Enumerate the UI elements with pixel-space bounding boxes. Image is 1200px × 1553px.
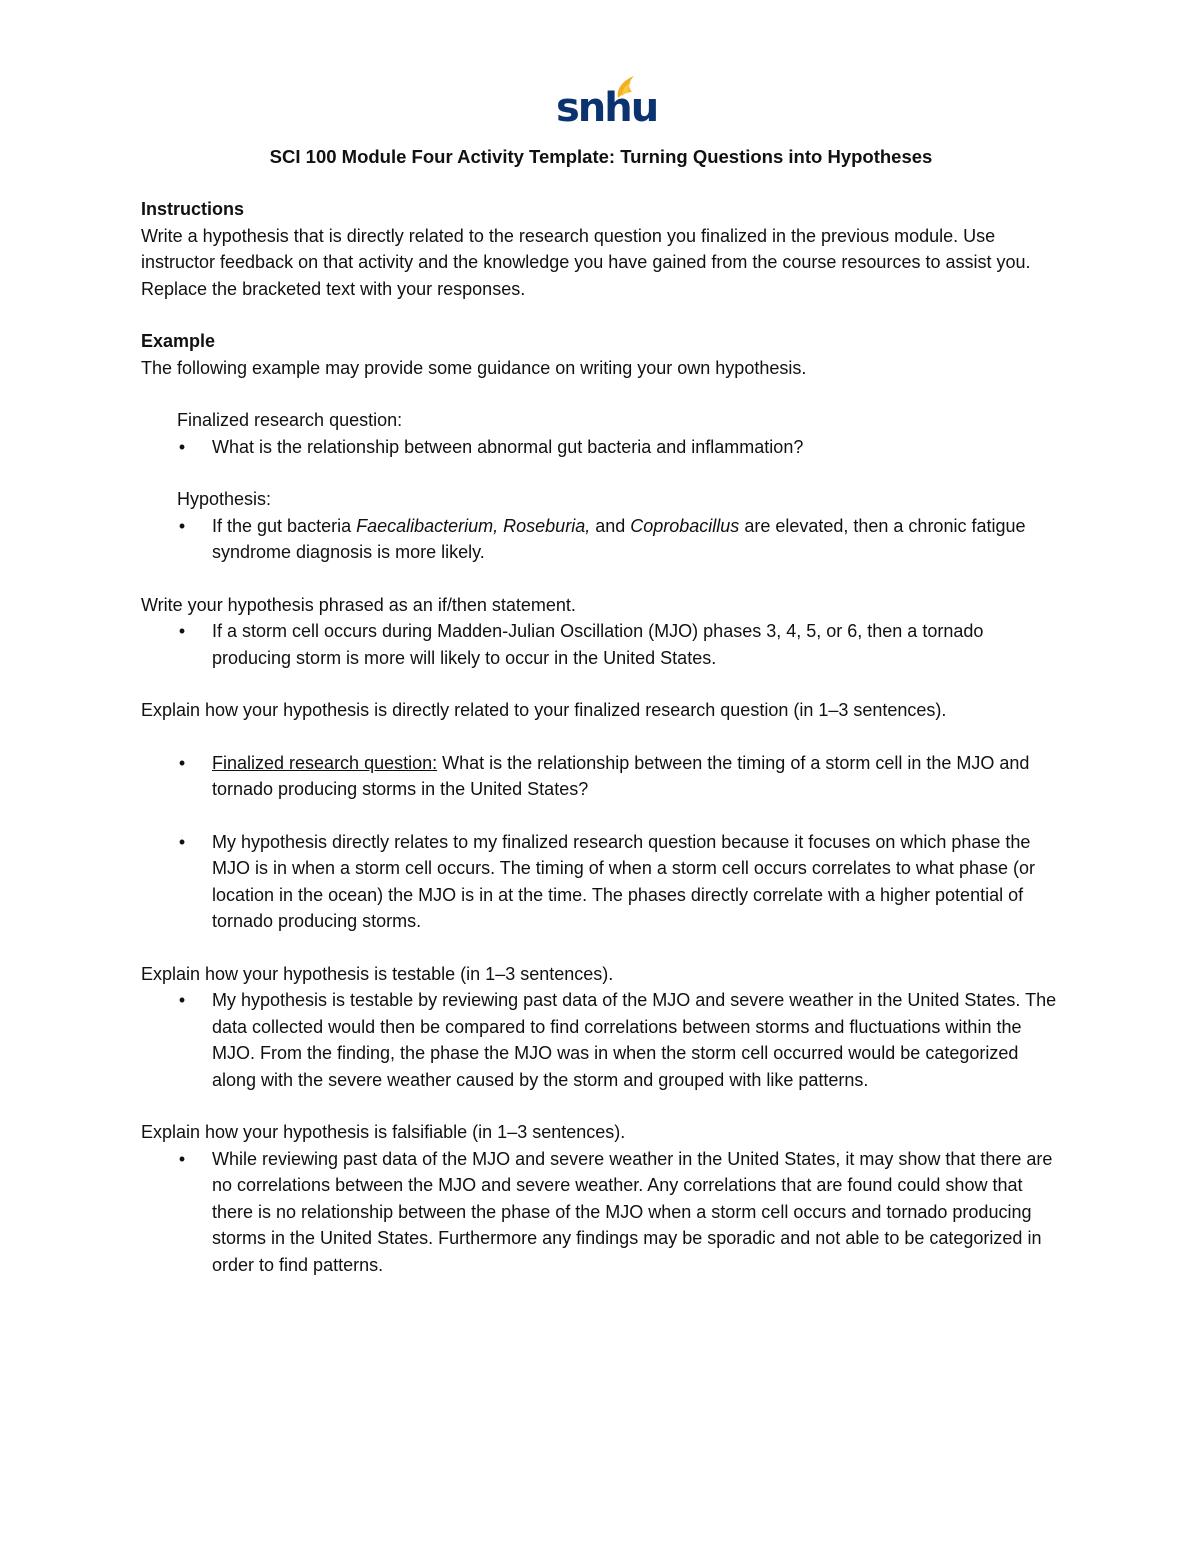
instructions-body: Write a hypothesis that is directly related to the research question you finalized in the previous module. Use instructor feedback on that activity and the knowledge you have gained from the course resources to assist you. Replace the bracketed text with your responses.	[141, 225, 1031, 299]
related-answer-list	[141, 750, 1061, 803]
bullet-icon: •	[178, 831, 186, 852]
bullet-icon: •	[178, 1148, 186, 1169]
instructions-heading: Instructions	[141, 199, 245, 219]
hypothesis-prompt: Write your hypothesis phrased as an if/then statement.	[141, 594, 576, 615]
list-item	[141, 987, 1061, 1093]
testable-prompt: Explain how your hypothesis is testable (in 1–3 sentences).	[141, 963, 614, 984]
list-item	[141, 513, 1061, 566]
list-item	[141, 434, 1061, 461]
related-answer: My hypothesis directly relates to my finalized research question because it focuses on which phase the MJO is in when a storm cell occurs. The timing of when a storm cell occurs correlates to what phase (or location in the ocean) the MJO is in at the time. The phases directly correlate with a higher potential of tornado producing storms.	[212, 831, 1035, 931]
testable-answer-list	[141, 987, 1061, 1093]
example-hypothesis-label: Hypothesis:	[177, 489, 272, 509]
falsifiable-answer: While reviewing past data of the MJO and severe weather in the United States, it may show that there are no correlations between the MJO and severe weather. Any correlations that are found could show that there is no relationship between the phase of the MJO when a storm cell occurs and tornado producing storms in the United States. Furthermore any findings may be sporadic and not able to be categorized in order to find patterns.	[212, 1148, 1053, 1275]
related-prompt: Explain how your hypothesis is directly related to your finalized research question (in 1–3 sentences).	[141, 700, 947, 720]
hypothesis-answer: If a storm cell occurs during Madden-Julian Oscillation (MJO) phases 3, 4, 5, or 6, then a tornado producing storm is more will likely to occur in the United States.	[212, 621, 984, 668]
list-item	[141, 618, 1061, 671]
falsifiable-prompt: Explain how your hypothesis is falsifiable (in 1–3 sentences).	[141, 1122, 626, 1142]
related-explanation-list	[141, 829, 1061, 935]
hypothesis-answer-list	[141, 618, 1061, 671]
example-question-label: Finalized research question:	[177, 410, 403, 430]
bullet-icon: •	[178, 621, 186, 641]
list-item	[141, 750, 1061, 803]
example-intro: The following example may provide some guidance on writing your own hypothesis.	[141, 357, 807, 378]
snhu-logo	[556, 72, 658, 132]
list-item	[141, 829, 1061, 935]
document-body	[141, 140, 1061, 1278]
falsifiable-answer-list	[141, 1146, 1061, 1279]
testable-answer: My hypothesis is testable by reviewing past data of the MJO and severe weather in the United States. The data collected would then be compared to find correlations between storms and fluctuations within the MJO. From the finding, the phase the MJO was in when the storm cell occurred would be categorized along with the severe weather caused by the storm and grouped with like patterns.	[212, 990, 1057, 1090]
page-title: SCI 100 Module Four Activity Template: Turning Questions into Hypotheses	[269, 146, 933, 167]
bullet-icon: •	[178, 990, 186, 1010]
bullet-icon: •	[178, 752, 186, 773]
related-question-text: What is the relationship between the timing of a storm cell in the MJO and tornado producing storms in the United States?	[212, 752, 1030, 799]
list-item	[141, 1146, 1061, 1279]
bullet-icon: •	[178, 515, 186, 536]
example-heading: Example	[141, 331, 216, 351]
logo-wordmark: snhu	[556, 85, 658, 131]
example-hypothesis-list	[141, 513, 1061, 566]
related-question	[212, 753, 1029, 800]
example-question-text: What is the relationship between abnormal gut bacteria and inflammation?	[212, 436, 804, 457]
example-question-list	[141, 434, 1061, 461]
bullet-icon: •	[178, 436, 186, 457]
example-hypothesis-text: If the gut bacteria Faecalibacterium, Roseburia, and Coprobacillus are elevated, then a chronic fatigue syndrome diagnosis is more likely.	[212, 515, 1026, 562]
related-question-label: Finalized research question:	[212, 752, 438, 773]
